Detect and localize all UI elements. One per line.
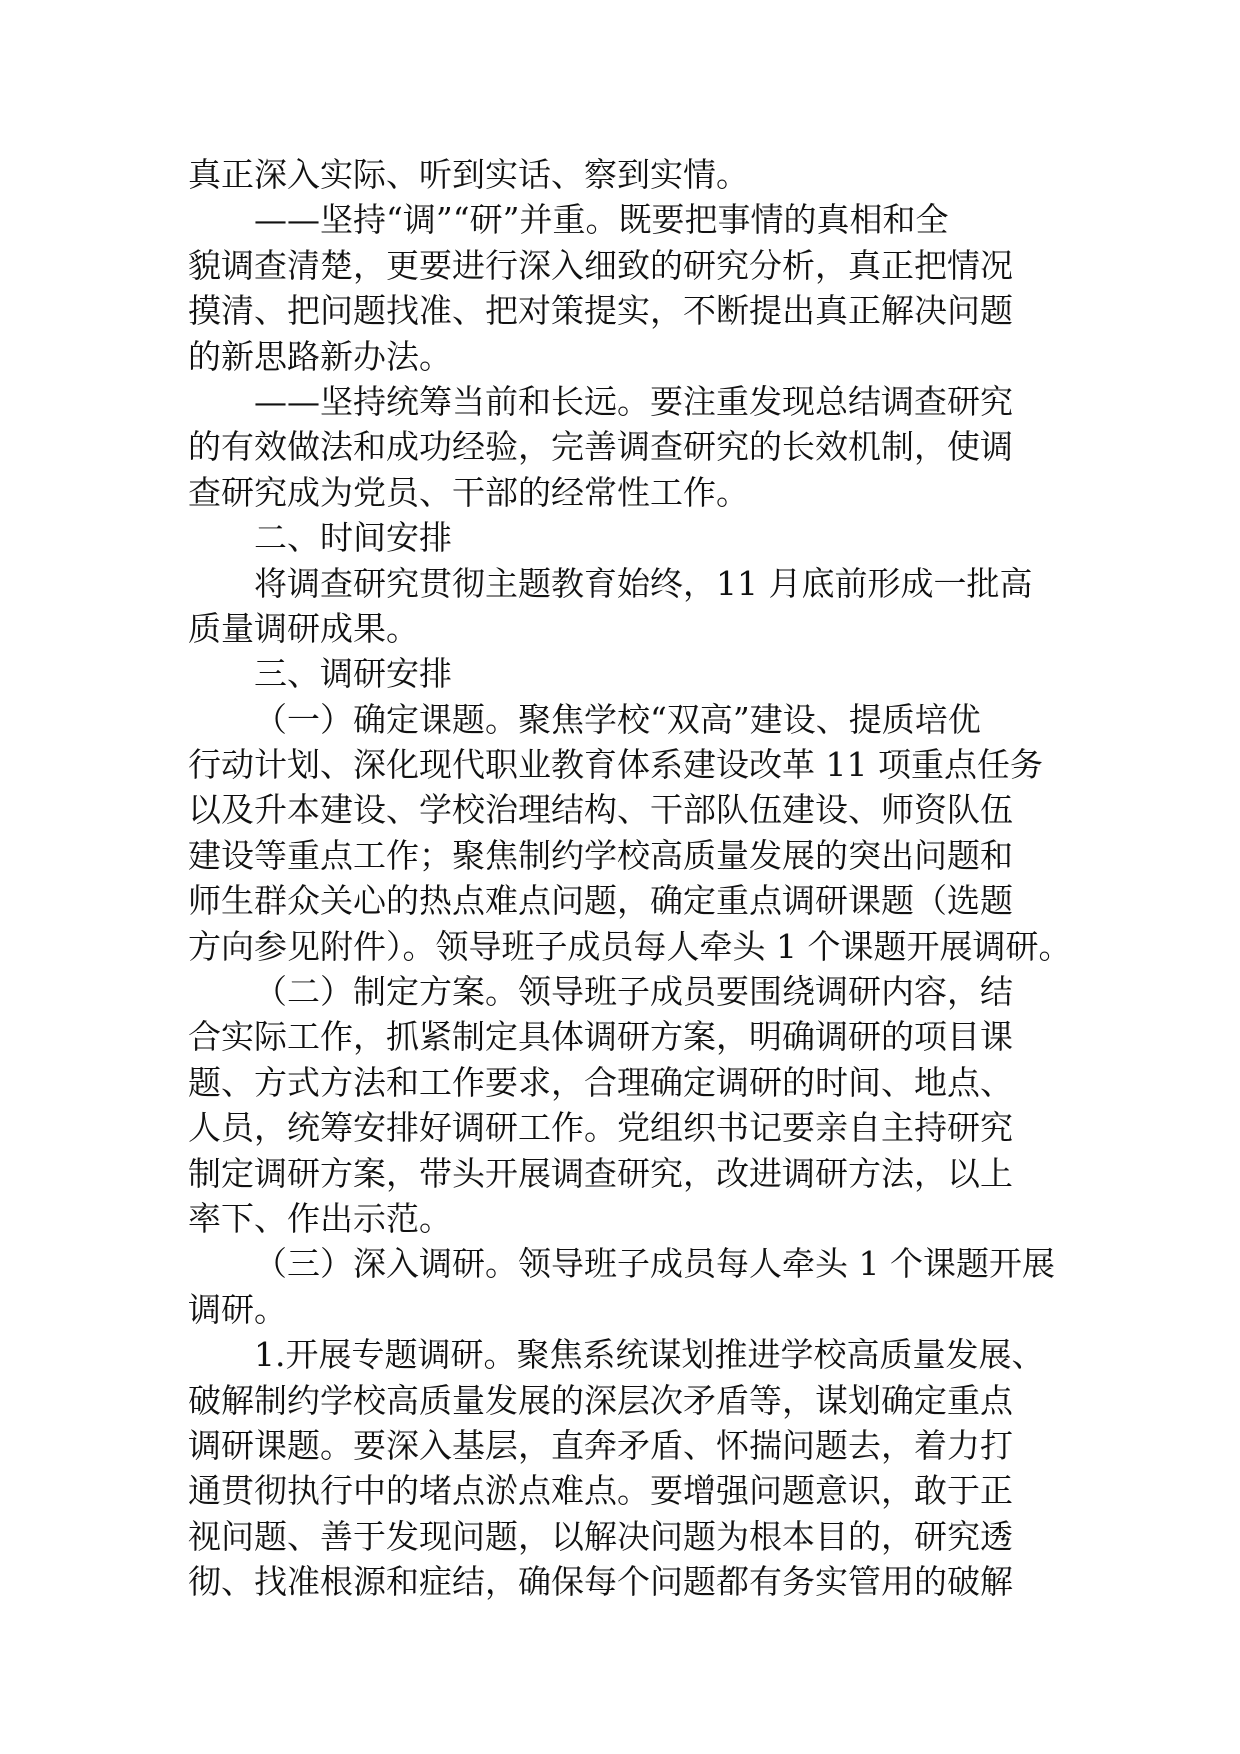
- text-line: 破解制约学校高质量发展的深层次矛盾等，谋划确定重点: [188, 1380, 1013, 1420]
- text-line: 合实际工作，抓紧制定具体调研方案，明确调研的项目课: [188, 1017, 1013, 1057]
- text-line: ——坚持统筹当前和长远。要注重发现总结调查研究: [254, 381, 1013, 421]
- text-line: 二、时间安排: [254, 518, 452, 558]
- text-line: 制定调研方案，带头开展调查研究，改进调研方法，以上: [188, 1153, 1013, 1193]
- text-line: 人员，统筹安排好调研工作。党组织书记要亲自主持研究: [188, 1108, 1013, 1148]
- text-line: 通贯彻执行中的堵点淤点难点。要增强问题意识，敢于正: [188, 1471, 1013, 1511]
- text-line: 质量调研成果。: [188, 608, 419, 648]
- text-line: 题、方式方法和工作要求，合理确定调研的时间、地点、: [188, 1062, 1013, 1102]
- text-line: 行动计划、深化现代职业教育体系建设改革 11 项重点任务: [188, 745, 1043, 785]
- text-line: ——坚持“调”“研”并重。既要把事情的真相和全: [254, 200, 949, 240]
- text-line: 视问题、善于发现问题，以解决问题为根本目的，研究透: [188, 1516, 1013, 1556]
- text-line: 将调查研究贯彻主题教育始终，11 月底前形成一批高: [254, 563, 1033, 603]
- text-line: 摸清、把问题找准、把对策提实，不断提出真正解决问题: [188, 291, 1013, 331]
- text-line: 方向参见附件）。领导班子成员每人牵头 1 个课题开展调研。: [188, 926, 1072, 966]
- text-line: 查研究成为党员、干部的经常性工作。: [188, 472, 749, 512]
- text-line: 彻、找准根源和症结，确保每个问题都有务实管用的破解: [188, 1562, 1013, 1602]
- text-line: 1.开展专题调研。聚焦系统谋划推进学校高质量发展、: [254, 1335, 1045, 1375]
- text-line: 调研。: [188, 1289, 287, 1329]
- text-line: 调研课题。要深入基层，直奔矛盾、怀揣问题去，着力打: [188, 1425, 1013, 1465]
- text-line: 率下、作出示范。: [188, 1198, 452, 1238]
- text-line: （三）深入调研。领导班子成员每人牵头 1 个课题开展: [254, 1244, 1055, 1284]
- text-line: （一）确定课题。聚焦学校“双高”建设、提质培优: [254, 699, 981, 739]
- text-line: （二）制定方案。领导班子成员要围绕调研内容，结: [254, 972, 1013, 1012]
- text-line: 建设等重点工作；聚焦制约学校高质量发展的突出问题和: [188, 835, 1013, 875]
- text-line: 的新思路新办法。: [188, 336, 452, 376]
- text-line: 貌调查清楚，更要进行深入细致的研究分析，真正把情况: [188, 245, 1013, 285]
- text-line: 的有效做法和成功经验，完善调查研究的长效机制，使调: [188, 427, 1013, 467]
- text-line: 真正深入实际、听到实话、察到实情。: [188, 155, 749, 194]
- text-line: 师生群众关心的热点难点问题，确定重点调研课题（选题: [188, 881, 1013, 921]
- text-line: 三、调研安排: [254, 654, 452, 694]
- document-body: [188, 152, 1072, 1605]
- text-line: 以及升本建设、学校治理结构、干部队伍建设、师资队伍: [188, 790, 1013, 830]
